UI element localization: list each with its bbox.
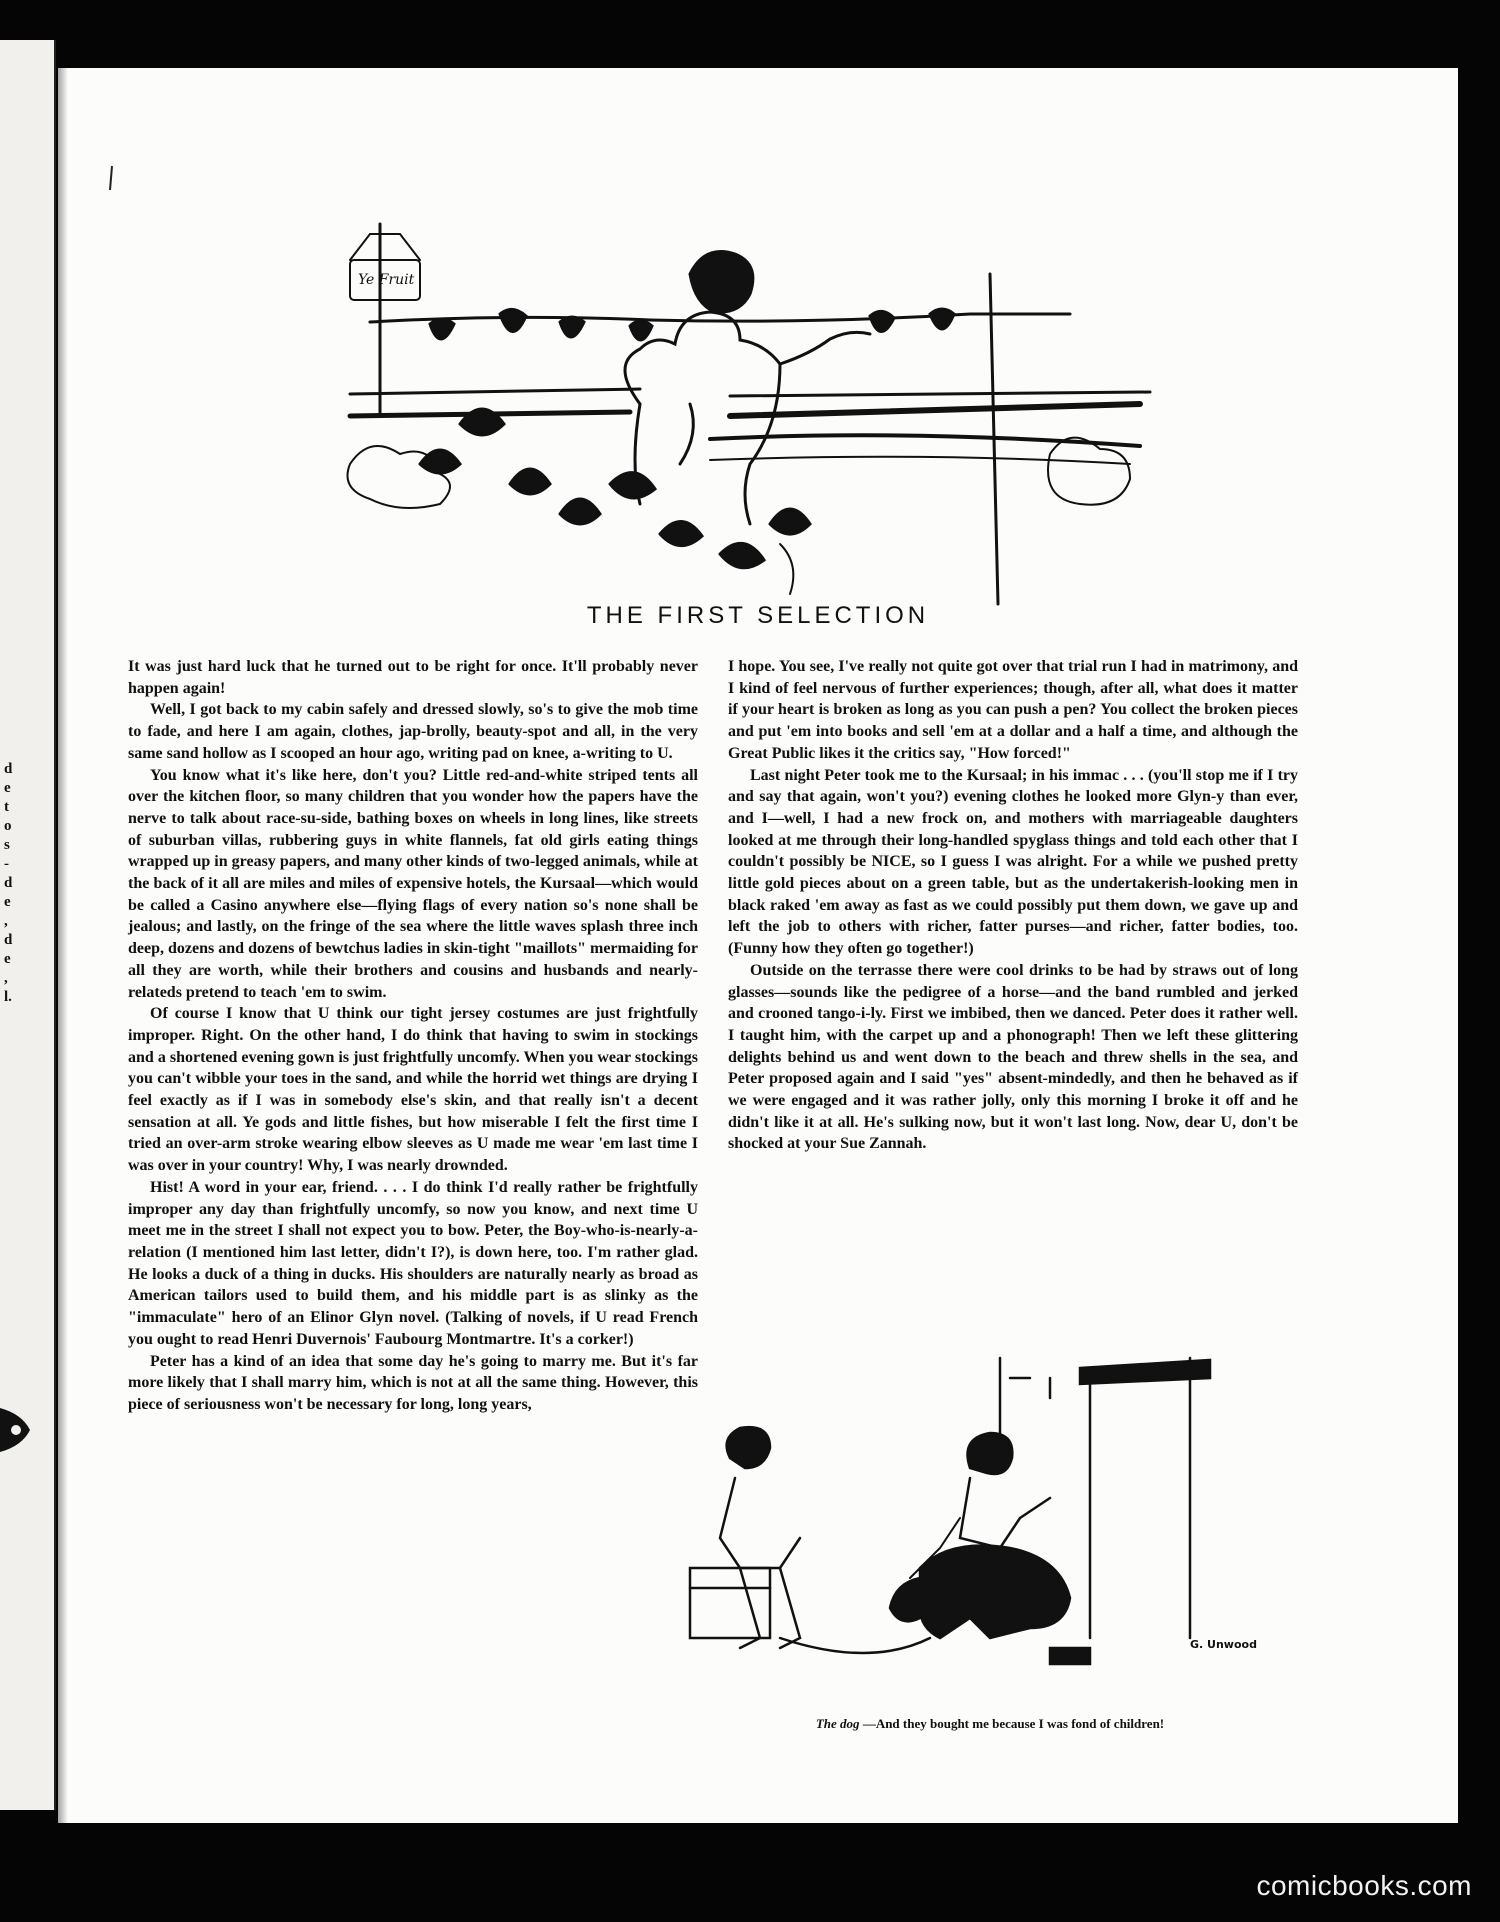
margin-letter: d <box>4 761 13 777</box>
margin-letter: s <box>4 837 10 853</box>
page-edge-shadow <box>58 68 68 1823</box>
margin-letter: l. <box>4 989 12 1005</box>
illustration-woman-at-trellis <box>310 164 1190 664</box>
paragraph: Of course I know that U think our tight jersey costumes are just frightfully improper. Right. On the other hand, I do think that having to swim in stockings and a shortened evening gown is just frightfully uncomfy. When you wear stockings you can't wibble your toes in the sand, and while the horrid wet things are drying I feel exactly as if I was in somebody else's skin, and that really isn't a decent sensation at all. Ye gods and little fishes, but how miserable I felt the first time I tried an over-arm stroke wearing elbow sleeves as U made me wear 'em last time I was over in your country! Why, I was nearly drownded. <box>128 1005 698 1175</box>
text-column-right <box>728 656 1298 1155</box>
margin-letter: - <box>4 856 9 872</box>
facing-page-margin-letters <box>4 760 18 1007</box>
margin-letter: , <box>4 913 8 929</box>
text-column-left <box>128 656 698 1416</box>
paragraph: It was just hard luck that he turned out to be right for once. It'll probably never happen again! <box>128 658 698 697</box>
margin-letter: e <box>4 951 11 967</box>
margin-letter: , <box>4 970 8 986</box>
margin-letter: e <box>4 894 11 910</box>
watermark-text: comicbooks.com <box>1256 1870 1472 1901</box>
margin-letter: d <box>4 875 13 891</box>
clip-mark-icon <box>0 1400 36 1460</box>
illustration-sign-text: Ye Fruit <box>358 272 415 288</box>
corner-mark <box>108 164 114 192</box>
margin-letter: e <box>4 780 11 796</box>
page-title: THE FIRST SELECTION <box>586 602 930 629</box>
paragraph: Hist! A word in your ear, friend. . . . I do think I'd really rather be frightfully improper any day than frightfully uncomfy, so now you know, and next time U meet me in the street I shall not expect you to bow. Peter, the Boy-who-is-nearly-a-relation (I mentioned him last letter, didn't I?), is down here, too. I'm rather glad. He looks a duck of a thing in ducks. His shoulders are naturally nearly as broad as American tailors used to build them, and his middle part is as slinky as the "immaculate" hero of an Elinor Glyn novel. (Talking of novels, if U read French you ought to read Henri Duvernois' Faubourg Montmartre. It's a corker!) <box>128 1178 698 1348</box>
paragraph: Peter has a kind of an idea that some day he's going to marry me. But it's far more likely that I shall marry him, which is not at all the same thing. However, this piece of seriousness won't be necessary for long, long years, <box>128 1352 698 1413</box>
margin-letter: o <box>4 818 12 834</box>
paragraph: Outside on the terrasse there were cool drinks to be had by straws out of long glasses—sounds like the pedigree of a horse—and the band rumbled and jerked and crooned tango-i-ly. First we imbibed, then we danced. Peter does it rather well. I taught him, with the carpet up and a phonograph! Then we left these glittering delights behind us and went down to the beach and threw shells in the sea, and Peter proposed again and I said "yes" absent-mindedly, and then he behaved as if we were engaged and it was rather jolly, only this morning I broke it off and he didn't like it at all. He's sulking now, but it won't last long. Now, dear U, don't be shocked at your Sue Zannah. <box>728 961 1298 1153</box>
paragraph: Last night Peter took me to the Kursaal; in his immac . . . (you'll stop me if I try and say that again, won't you?) evening clothes he looked more Glyn-y than ever, and I—well, I had a new frock on, and mothers with marriageable daughters looked at me through their long-handled spyglass things and told each other that I couldn't possibly be NICE, so I guess I was alright. For a while we pushed pretty little gold pieces about on a green table, but as the undertakerish-looking men in black raked 'em away as fast as we could possibly put them down, we gave up and left the job to others with richer, fatter purses—and richer, fatter bodies, too. (Funny how they often go together!) <box>728 766 1298 958</box>
caption-italic: The dog <box>815 1716 860 1731</box>
margin-letter: t <box>4 799 9 815</box>
illustration-children-and-dog <box>670 1318 1310 1708</box>
facing-page-edge <box>0 40 56 1810</box>
caption-rest: —And they bought me because I was fond of children! <box>859 1716 1165 1731</box>
illustration-caption <box>670 1716 1310 1732</box>
magazine-page <box>58 68 1458 1823</box>
margin-letter: d <box>4 932 13 948</box>
paragraph: You know what it's like here, don't you? Little red-and-white striped tents all over the kitchen floor, so many children that you wonder how the papers have the nerve to talk about race-su-side, bathing boxes on wheels in long lines, like streets of suburban villas, rubbering guys in white flannels, fat old girls eating things wrapped up in greasy papers, and many other kinds of two-legged animals, while at the back of it all are miles and miles of expensive hotels, the Kursaal—which would be called a Casino anywhere else—flying flags of every nation so's none shall be jealous; and lastly, on the fringe of the sea where the little waves splash three inch deep, dozens and dozens of bewtchus ladies in skin-tight "maillots" mermaiding for all they are worth, while their brothers and cousins and husbands and nearly-relateds pretend to teach 'em to swim. <box>128 766 698 1001</box>
paragraph: Well, I got back to my cabin safely and dressed slowly, so's to give the mob time to fade, and here I am again, clothes, jap-brolly, beauty-spot and all, in the very same sand hollow as I scooped an hour ago, writing pad on knee, a-writing to U. <box>128 701 698 762</box>
artist-signature: G. Unwood <box>1190 1638 1257 1651</box>
paragraph: I hope. You see, I've really not quite got over that trial run I had in matrimony, and I kind of feel nervous of further experiences; though, after all, what does it matter if your heart is broken as long as you can push a pen? You collect the broken pieces and put 'em into books and sell 'em at a dollar and a half a time, and although the Great Public likes it the critics say, "How forced!" <box>728 658 1298 762</box>
